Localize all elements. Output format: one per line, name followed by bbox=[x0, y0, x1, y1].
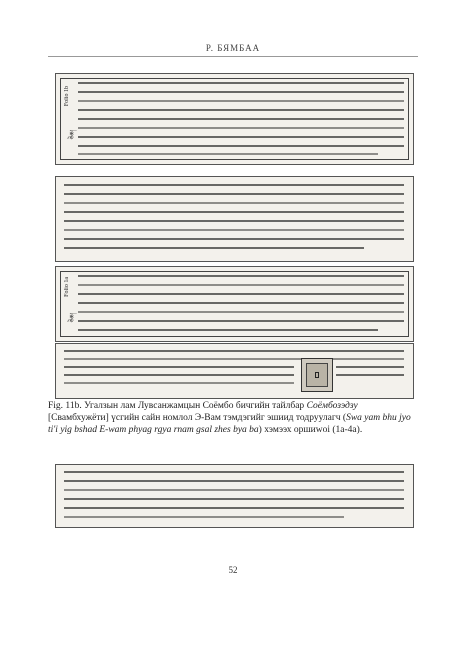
text-line bbox=[78, 320, 404, 322]
running-title: Р. БЯМБАА bbox=[205, 43, 261, 53]
text-line bbox=[78, 284, 404, 286]
text-line bbox=[64, 507, 404, 509]
manuscript-folio-4 bbox=[55, 343, 414, 399]
text-line bbox=[78, 153, 378, 155]
manuscript-folio-2 bbox=[55, 176, 414, 262]
caption-text: [Свамбхужёти] үсгийн сайн номлол Э-Вам тэмдэгийг эшиид тодруулагч ( bbox=[48, 413, 347, 423]
text-line bbox=[64, 238, 404, 240]
text-line bbox=[64, 471, 404, 473]
text-line bbox=[78, 136, 404, 138]
text-line bbox=[78, 127, 404, 129]
text-line bbox=[64, 498, 404, 500]
caption-transliteration: Swa yam bhu jyo ti'i yig bshad E-wam phyag rgya rnam gsal zhes bya ba bbox=[48, 413, 411, 435]
text-line bbox=[64, 193, 404, 195]
folio-margin-label: ཅེཆ། bbox=[70, 313, 76, 323]
seal-inner bbox=[306, 363, 328, 387]
text-line bbox=[64, 184, 404, 186]
text-line bbox=[78, 109, 404, 111]
text-line bbox=[78, 100, 404, 102]
folio-frame bbox=[60, 271, 409, 337]
folio-margin-label: Folio 1b bbox=[64, 86, 70, 107]
text-line bbox=[78, 91, 404, 93]
text-line bbox=[64, 366, 294, 368]
text-line bbox=[78, 329, 378, 331]
seal-mark bbox=[315, 372, 319, 378]
caption-title: Соёмбозэдзу bbox=[306, 401, 358, 411]
text-line bbox=[64, 350, 404, 352]
figure-label: Fig. 11b. bbox=[48, 401, 82, 411]
text-line bbox=[78, 311, 404, 313]
seal-stamp bbox=[301, 358, 333, 392]
text-line bbox=[64, 220, 404, 222]
text-line bbox=[78, 145, 404, 147]
text-line bbox=[78, 302, 404, 304]
text-line bbox=[64, 229, 404, 231]
folio-margin-label: Folio 1a bbox=[64, 277, 70, 297]
figure-caption bbox=[48, 400, 418, 436]
text-line bbox=[78, 293, 404, 295]
text-line bbox=[78, 275, 404, 277]
text-line bbox=[64, 489, 404, 491]
text-line bbox=[64, 202, 404, 204]
text-line bbox=[336, 366, 404, 368]
caption-text: Угалзын лам Лувсанжамцын Соёмбо бичгийн тайлбар bbox=[84, 401, 305, 411]
text-line bbox=[64, 211, 404, 213]
manuscript-folio-3 bbox=[55, 266, 414, 342]
text-line bbox=[64, 382, 294, 384]
text-line bbox=[78, 118, 404, 120]
text-line bbox=[336, 374, 404, 376]
folio-margin-label: ཅེཆ། bbox=[70, 130, 76, 140]
caption-text: ) хэмээх оршиwoi (1a-4a). bbox=[258, 425, 363, 435]
text-line bbox=[64, 247, 364, 249]
header-rule bbox=[48, 56, 418, 57]
text-line bbox=[64, 480, 404, 482]
manuscript-folio-5 bbox=[55, 464, 414, 528]
text-line bbox=[78, 82, 404, 84]
manuscript-folio-1 bbox=[55, 73, 414, 165]
text-line bbox=[64, 358, 404, 360]
text-line bbox=[64, 516, 344, 518]
text-line bbox=[64, 374, 294, 376]
page-number: 52 bbox=[228, 565, 238, 575]
